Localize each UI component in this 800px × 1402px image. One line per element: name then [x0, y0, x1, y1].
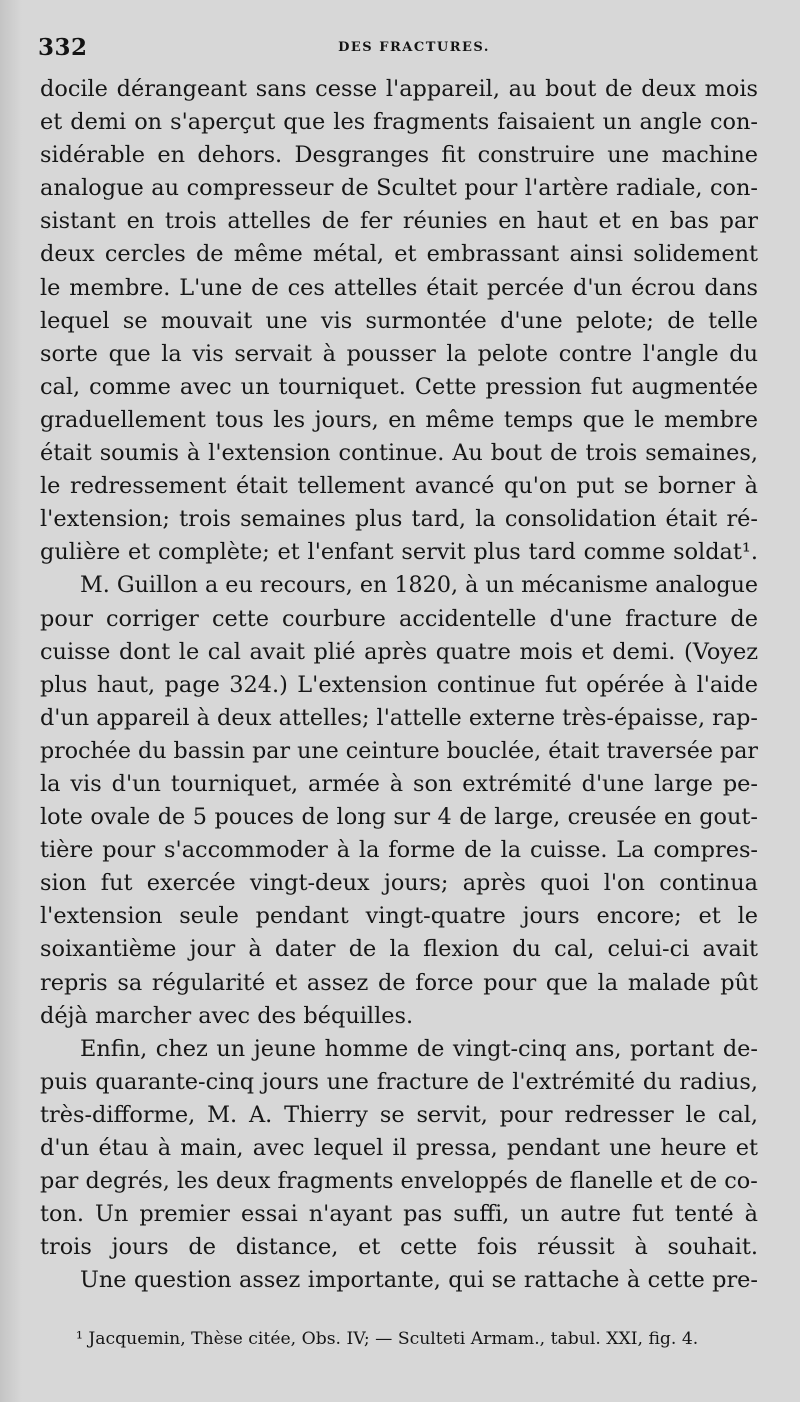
text-line: trois jours de distance, et cette fois réussit à souhait.	[40, 1234, 758, 1261]
text-line: plus haut, page 324.) L'extension continue fut opérée à l'aide	[40, 671, 758, 698]
text-line: soixantième jour à dater de la flexion du cal, celui-ci avait	[40, 936, 758, 963]
running-title: DES FRACTURES.	[338, 40, 490, 55]
text-line: tière pour s'accommoder à la forme de la cuisse. La compres-	[40, 837, 758, 864]
text-line: très-difforme, M. A. Thierry se servit, pour redresser le cal,	[40, 1101, 758, 1128]
text-line: cuisse dont le cal avait plié après quatre mois et demi. (Voyez	[40, 638, 758, 665]
text-line: sion fut exercée vingt-deux jours; après quoi l'on continua	[40, 870, 758, 897]
text-line: analogue au compresseur de Scultet pour l'artère radiale, con-	[40, 175, 758, 202]
text-line: l'extension seule pendant vingt-quatre jours encore; et le	[40, 903, 758, 930]
scan-edge-shadow	[0, 0, 22, 1402]
text-line: la vis d'un tourniquet, armée à son extrémité d'une large pe-	[40, 770, 758, 797]
text-line: lote ovale de 5 pouces de long sur 4 de large, creusée en gout-	[40, 804, 758, 831]
text-line: deux cercles de même métal, et embrassant ainsi solidement	[40, 241, 758, 268]
paragraph-start-line: Enfin, chez un jeune homme de vingt-cinq ans, portant de-	[80, 1035, 758, 1062]
text-line: d'un appareil à deux attelles; l'attelle externe très-épaisse, rap-	[40, 704, 758, 731]
text-line: puis quarante-cinq jours une fracture de l'extrémité du radius,	[40, 1068, 758, 1095]
text-line: lequel se mouvait une vis surmontée d'une pelote; de telle	[40, 307, 758, 334]
text-line: cal, comme avec un tourniquet. Cette pression fut augmentée	[40, 373, 758, 400]
page-number: 332	[38, 34, 88, 61]
text-line: docile dérangeant sans cesse l'appareil, au bout de deux mois	[40, 76, 758, 102]
text-line: ton. Un premier essai n'ayant pas suffi, un autre fut tenté à	[40, 1201, 758, 1228]
text-line: et demi on s'aperçut que les fragments faisaient un angle con-	[40, 109, 758, 136]
body-text	[40, 73, 758, 1297]
text-line: pour corriger cette courbure accidentelle d'une fracture de	[40, 605, 758, 632]
text-line: graduellement tous les jours, en même temps que le membre	[40, 406, 758, 433]
footnote: ¹ Jacquemin, Thèse citée, Obs. IV; — Sculteti Armam., tabul. XXI, fig. 4.	[76, 1329, 699, 1349]
text-line: était soumis à l'extension continue. Au bout de trois semaines,	[40, 440, 758, 467]
text-line: sidérable en dehors. Desgranges fit construire une machine	[40, 142, 758, 169]
running-head	[38, 34, 754, 62]
text-line: le redressement était tellement avancé qu'on put se borner à	[40, 473, 758, 500]
text-line: le membre. L'une de ces attelles était percée d'un écrou dans	[40, 274, 758, 301]
text-line: gulière et complète; et l'enfant servit plus tard comme soldat¹.	[40, 539, 758, 566]
text-line: d'un étau à main, avec lequel il pressa, pendant une heure et	[40, 1135, 758, 1161]
text-line: sistant en trois attelles de fer réunies en haut et en bas par	[40, 208, 758, 235]
paragraph-start-line: Une question assez importante, qui se rattache à cette pre-	[80, 1267, 758, 1294]
text-line: par degrés, les deux fragments enveloppés de flanelle et de co-	[40, 1168, 758, 1195]
text-line: prochée du bassin par une ceinture bouclée, était traversée par	[40, 737, 759, 764]
text-line: déjà marcher avec des béquilles.	[40, 1002, 414, 1029]
text-line: l'extension; trois semaines plus tard, la consolidation était ré-	[40, 506, 758, 533]
text-line: sorte que la vis servait à pousser la pelote contre l'angle du	[40, 340, 758, 367]
text-line: repris sa régularité et assez de force pour que la malade pût	[40, 969, 758, 996]
paragraph-start-line: M. Guillon a eu recours, en 1820, à un mécanisme analogue	[80, 572, 759, 599]
